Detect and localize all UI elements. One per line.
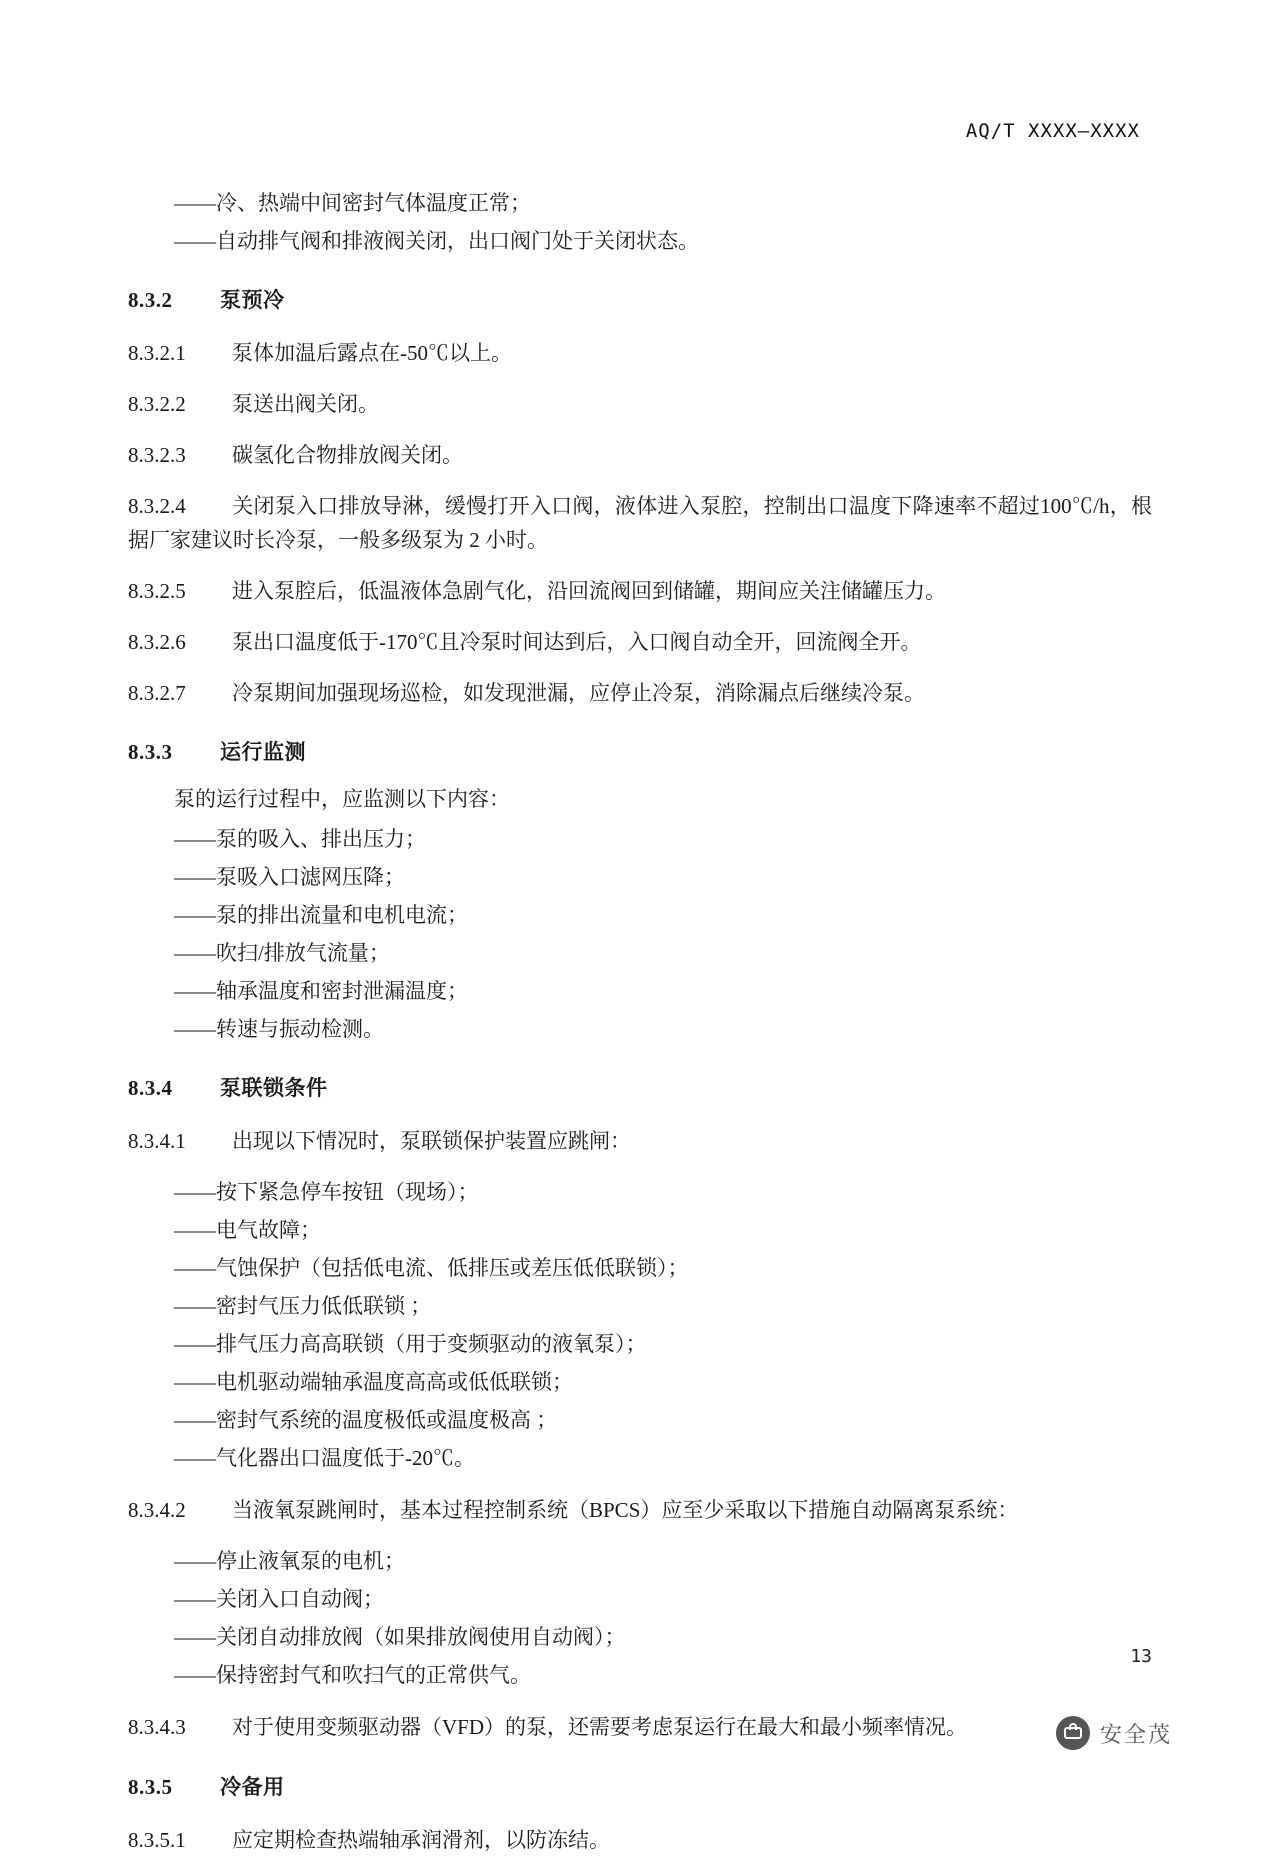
clause-text: 进入泵腔后，低温液体急剧气化，沿回流阀回到储罐，期间应关注储罐压力。 [232,579,946,604]
clause [128,438,1152,472]
watermark [1056,1716,1172,1750]
section-number: 8.3.3 [128,740,173,765]
list-item: ——按下紧急停车按钮（现场）； [174,1180,479,1205]
clause [128,1710,1152,1744]
section-title: 泵联锁条件 [220,1076,328,1101]
clause [128,625,1152,659]
clause [128,1124,1152,1158]
list-item: ——关闭入口自动阀； [174,1587,384,1612]
clause [128,387,1152,421]
paragraph-lead: 泵的运行过程中，应监测以下内容： [174,787,510,812]
section-heading-run-monitor [128,736,1152,766]
section-heading-interlock [128,1072,1152,1102]
clause-number: 8.3.2.2 [128,392,186,417]
list-item: ——关闭自动排放阀（如果排放阀使用自动阀）； [174,1625,626,1650]
list-item: ——气蚀保护（包括低电流、低排压或差压低低联锁）； [174,1256,689,1281]
clause-number: 8.3.2.4 [128,494,186,519]
list-item: ——泵的排出流量和电机电流； [174,903,468,928]
clause-number: 8.3.5.1 [128,1827,186,1852]
section-title: 泵预冷 [220,288,285,313]
list-item: ——停止液氧泵的电机； [174,1549,405,1574]
clause-number: 8.3.2.3 [128,443,186,468]
clause-number: 8.3.2.5 [128,579,186,604]
section-heading-pump-precool [128,284,1152,314]
section-number: 8.3.4 [128,1076,173,1101]
list-item: ——自动排气阀和排液阀关闭，出口阀门处于关闭状态。 [174,229,699,254]
list-item: ——电机驱动端轴承温度高高或低低联锁； [174,1370,573,1395]
clause-text: 泵体加温后露点在-50℃以上。 [232,341,512,366]
list-item: ——转速与振动检测。 [174,1017,384,1042]
clause [128,1823,1152,1857]
clause-number: 8.3.2.1 [128,341,186,366]
clause-number: 8.3.2.7 [128,681,186,706]
clause-text: 泵出口温度低于-170℃且冷泵时间达到后，入口阀自动全开，回流阀全开。 [232,630,922,655]
list-item: ——吹扫/排放气流量； [174,941,390,966]
page-content [128,120,1152,1874]
clause-number: 8.3.4.2 [128,1498,186,1523]
list-item: ——密封气系统的温度极低或温度极高 ； [174,1408,558,1433]
section-heading-cold-standby [128,1771,1152,1801]
list-item: ——密封气压力低低联锁 ； [174,1294,432,1319]
list-item: ——保持密封气和吹扫气的正常供气。 [174,1663,531,1688]
clause [128,676,1152,710]
run-monitor-list [128,782,1152,1046]
list-item: ——泵吸入口滤网压降； [174,865,405,890]
clause-text: 冷泵期间加强现场巡检，如发现泄漏，应停止冷泵，消除漏点后继续冷泵。 [232,681,925,706]
page-header-code: AQ/T XXXX—XXXX [965,120,1140,142]
clause-text: 碳氢化合物排放阀关闭。 [232,443,463,468]
watermark-label: 安全茂 [1099,1721,1172,1747]
list-item: ——气化器出口温度低于-20℃。 [174,1446,475,1471]
list-item: ——排气压力高高联锁（用于变频驱动的液氧泵）； [174,1332,647,1357]
clause-text: 出现以下情况时，泵联锁保护装置应跳闸： [232,1129,631,1154]
clause-number: 8.3.4.3 [128,1715,186,1740]
clause-text: 当液氧泵跳闸时，基本过程控制系统（BPCS）应至少采取以下措施自动隔离泵系统： [232,1498,1019,1523]
page-number: 13 [1130,1646,1152,1667]
section-number: 8.3.2 [128,288,173,313]
wechat-account-icon [1056,1716,1090,1750]
list-item: ——电气故障； [174,1218,321,1243]
interlock-trip-list [128,1175,1152,1475]
clause [128,489,1152,557]
list-item: ——轴承温度和密封泄漏温度； [174,979,468,1004]
list-item: ——泵的吸入、排出压力； [174,827,426,852]
clause-number: 8.3.2.6 [128,630,186,655]
section-title: 运行监测 [220,740,306,765]
section-number: 8.3.5 [128,1774,173,1799]
top-dash-list [128,186,1152,258]
clause [128,574,1152,608]
section-title: 冷备用 [220,1774,285,1799]
list-item: ——冷、热端中间密封气体温度正常； [174,191,531,215]
clause [128,1493,1152,1527]
clause-text: 泵送出阀关闭。 [232,392,379,417]
clause [128,336,1152,370]
clause-text: 对于使用变频驱动器（VFD）的泵，还需要考虑泵运行在最大和最小频率情况。 [232,1715,968,1740]
clause-number: 8.3.4.1 [128,1129,186,1154]
interlock-isolate-list [128,1544,1152,1692]
clause-text: 应定期检查热端轴承润滑剂，以防冻结。 [232,1827,610,1852]
clause-text: 关闭泵入口排放导淋，缓慢打开入口阀，液体进入泵腔，控制出口温度下降速率不超过100℃/h，根据厂家建议时长冷泵，一般多级泵为 2 小时。 [128,494,1152,553]
